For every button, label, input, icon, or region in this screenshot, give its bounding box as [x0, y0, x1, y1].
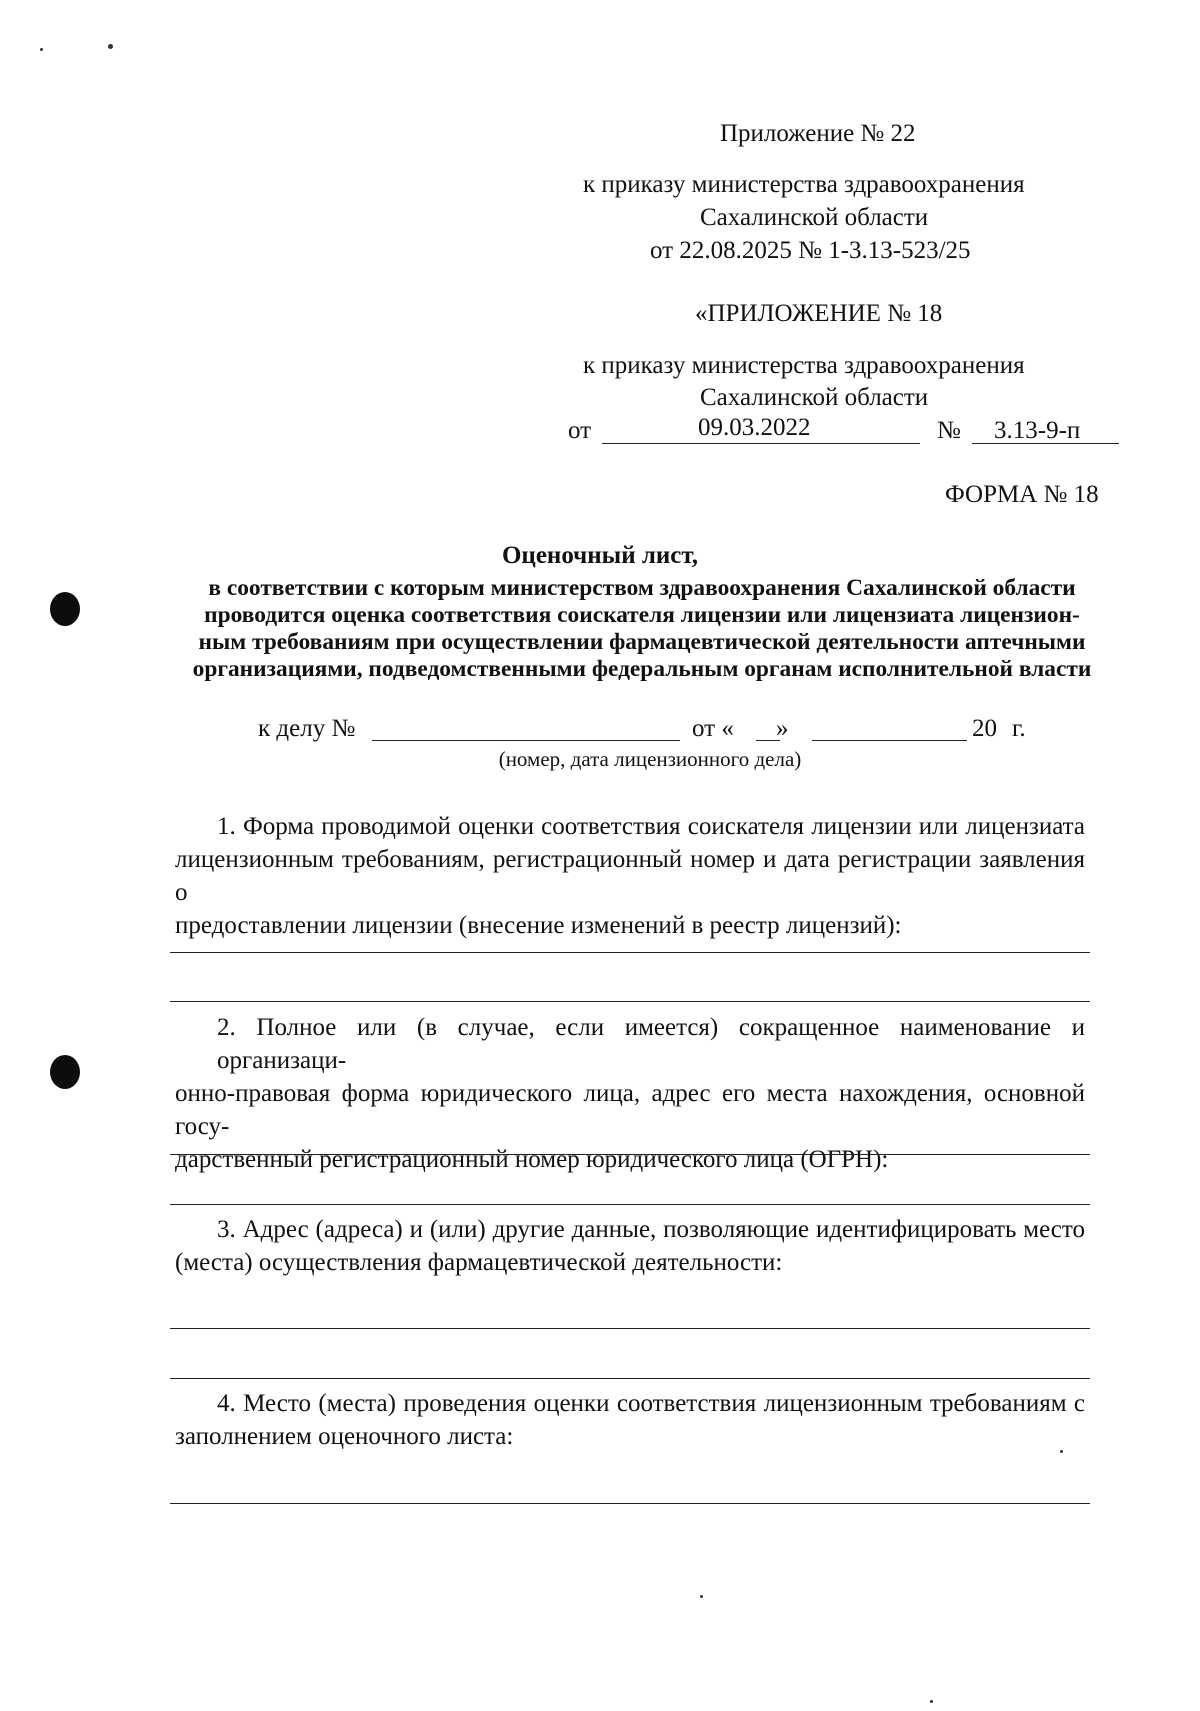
- heading-line-1: Оценочный лист,: [501, 542, 699, 569]
- case-prefix: к делу №: [258, 715, 356, 742]
- scan-speck: [700, 1595, 703, 1598]
- original-date-prefix: от: [568, 417, 592, 444]
- section-2-line-3: дарственный регистрационный номер юридического лица (ОГРН):: [175, 1146, 889, 1173]
- section-2-line-1: 2. Полное или (в случае, если имеется) сокращенное наименование и организаци-: [217, 1014, 1085, 1074]
- case-caption: (номер, дата лицензионного дела): [498, 747, 802, 771]
- case-year-suffix: г.: [1012, 715, 1026, 742]
- section-3-line-1: 3. Адрес (адреса) и (или) другие данные, позволяющие идентифицировать место: [217, 1216, 1085, 1243]
- original-region: Сахалинской области: [700, 384, 929, 411]
- section-4-answer-line-1[interactable]: [170, 1503, 1090, 1504]
- heading-line-4: ным требованиям при осуществлении фармацевтической деятельности аптечными: [198, 629, 1086, 655]
- case-quote-close: »: [776, 715, 789, 742]
- section-2-answer-line-2[interactable]: [170, 1204, 1090, 1205]
- section-1-text: [175, 810, 1085, 942]
- case-from: от «: [692, 715, 734, 742]
- section-3-answer-line-1[interactable]: [170, 1328, 1090, 1329]
- scan-speck: [930, 1700, 933, 1703]
- header-order-ref: от 22.08.2025 № 1-3.13-523/25: [650, 237, 971, 264]
- original-to-order: к приказу министерства здравоохранения: [583, 352, 1025, 379]
- section-3-line-2: (места) осуществления фармацевтической деятельности:: [175, 1249, 783, 1276]
- heading-line-5: организациями, подведомственными федеральным органам исполнительной власти: [192, 656, 1092, 682]
- header-to-order: к приказу министерства здравоохранения: [583, 171, 1025, 198]
- case-year: 20: [972, 715, 997, 742]
- section-2-line-2: онно-правовая форма юридического лица, адрес его места нахождения, основной госу-: [175, 1080, 1085, 1140]
- original-appendix-title: «ПРИЛОЖЕНИЕ № 18: [695, 300, 943, 327]
- case-month-field[interactable]: [812, 740, 967, 741]
- scan-speck: [108, 44, 113, 49]
- original-number-prefix: №: [937, 417, 961, 444]
- punch-hole-bottom: [50, 1055, 80, 1089]
- heading-line-2: в соответствии с которым министерством здравоохранения Сахалинской области: [208, 575, 1076, 601]
- punch-hole-top: [50, 592, 80, 626]
- section-4-line-2: заполнением оценочного листа:: [175, 1423, 514, 1450]
- form-label: ФОРМА № 18: [945, 481, 1099, 508]
- case-number-field[interactable]: [372, 740, 680, 741]
- heading-line-3: проводится оценка соответствия соискателя лицензии или лицензиата лицензион-: [204, 602, 1080, 628]
- appendix-title: Приложение № 22: [720, 120, 916, 147]
- section-1-answer-line-1[interactable]: [170, 952, 1090, 953]
- original-number-value: 3.13-9-п: [994, 417, 1081, 444]
- section-2-text: [175, 1011, 1085, 1176]
- section-3-text: [175, 1213, 1085, 1279]
- section-4-text: [175, 1387, 1085, 1453]
- section-1-answer-line-2[interactable]: [170, 1001, 1090, 1002]
- scan-speck: [40, 48, 43, 51]
- section-2-answer-line-1[interactable]: [170, 1154, 1090, 1155]
- header-region: Сахалинской области: [700, 204, 929, 231]
- section-1-line-1: 1. Форма проводимой оценки соответствия соискателя лицензии или лицензиата: [217, 813, 1085, 840]
- section-1-line-3: предоставлении лицензии (внесение изменений в реестр лицензий):: [175, 912, 902, 939]
- section-4-line-1: 4. Место (места) проведения оценки соответствия лицензионным требованиям с: [217, 1390, 1085, 1417]
- section-3-answer-line-2[interactable]: [170, 1378, 1090, 1379]
- section-1-line-2: лицензионным требованиям, регистрационный номер и дата регистрации заявления о: [175, 846, 1085, 906]
- original-date-value: 09.03.2022: [698, 414, 811, 441]
